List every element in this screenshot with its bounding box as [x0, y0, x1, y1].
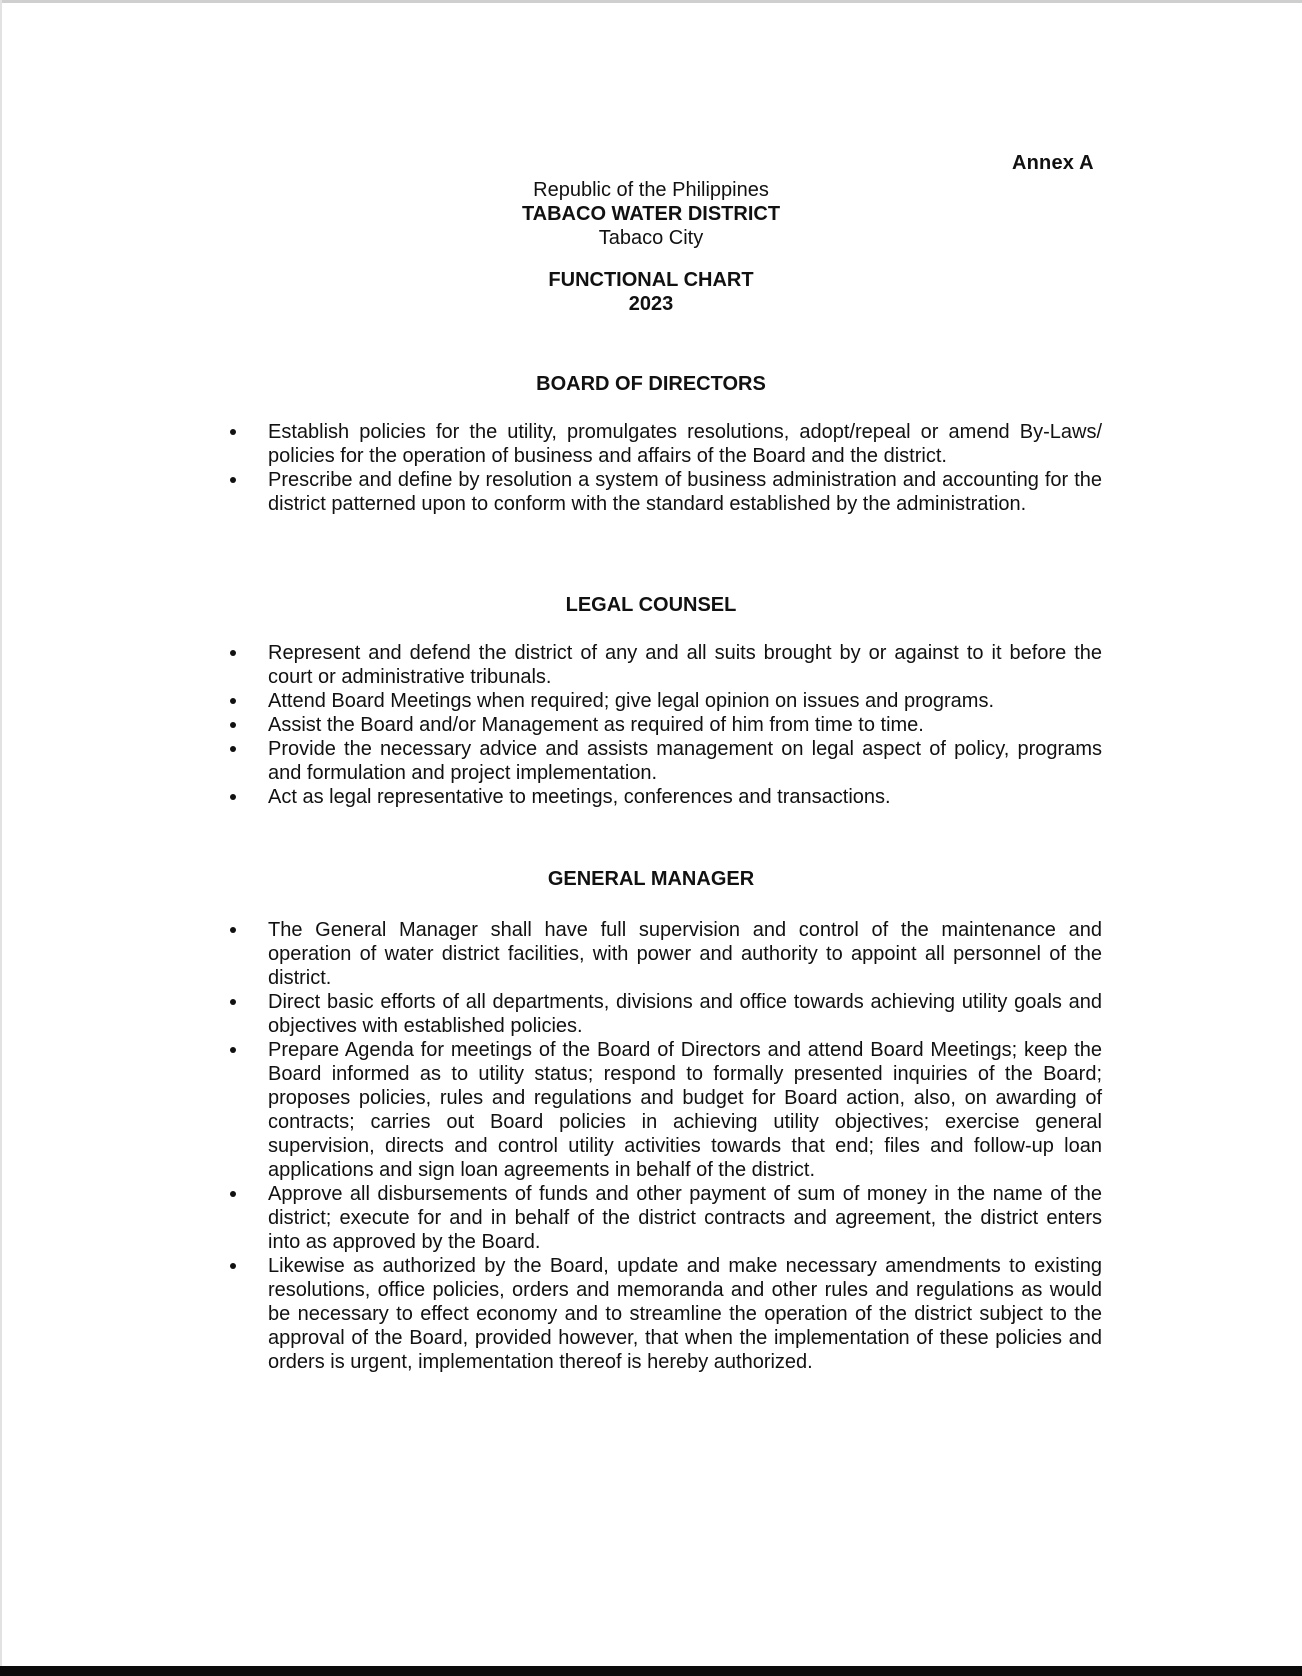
list-item: The General Manager shall have full supervision and control of the maintenance and operation of water district facilities, with power and authority to appoint all personnel of the district. — [230, 918, 1102, 990]
bullet-icon — [230, 999, 236, 1005]
list-item: Prepare Agenda for meetings of the Board of Directors and attend Board Meetings; keep the Board informed as to utility status; respond to formally presented inquiries of the Board; proposes policies, rules and regulations and budget for Board action, also, on awarding of contracts; carries out Board policies in achieving utility objectives; exercise general supervision, directs and control utility activities towards that end; files and follow-up loan applications and sign loan agreements in behalf of the district. — [230, 1038, 1102, 1182]
scan-edge-bottom — [0, 1666, 1302, 1676]
list-item: Prescribe and define by resolution a system of business administration and accounting for the district patterned upon to conform with the standard established by the administration. — [230, 468, 1102, 516]
list-item: Establish policies for the utility, promulgates resolutions, adopt/repeal or amend By-Laws/ policies for the operation of business and affairs of the Board and the district. — [230, 420, 1102, 468]
document-header — [0, 178, 1302, 316]
list-item: Provide the necessary advice and assists management on legal aspect of policy, programs and formulation and project implementation. — [230, 737, 1102, 785]
bullet-icon — [230, 1191, 236, 1197]
section-title-legal-counsel: LEGAL COUNSEL — [565, 594, 737, 616]
bullet-icon — [230, 698, 236, 704]
section-title-general-manager: GENERAL MANAGER — [547, 868, 755, 890]
board-of-directors-list — [230, 420, 1102, 516]
bullet-icon — [230, 650, 236, 656]
bullet-icon — [230, 477, 236, 483]
city-line: Tabaco City — [598, 227, 704, 249]
list-item: Act as legal representative to meetings, conferences and transactions. — [230, 785, 1102, 809]
header-gap — [0, 250, 1302, 268]
annex-label: Annex A — [1012, 152, 1094, 174]
list-item: Attend Board Meetings when required; give legal opinion on issues and programs. — [230, 689, 1102, 713]
scan-edge-top — [0, 0, 1302, 3]
list-item: Represent and defend the district of any and all suits brought by or against to it before the court or administrative tribunals. — [230, 641, 1102, 689]
district-name: TABACO WATER DISTRICT — [521, 203, 781, 225]
bullet-icon — [230, 1263, 236, 1269]
republic-line: Republic of the Philippines — [533, 179, 769, 201]
chart-year: 2023 — [628, 293, 674, 315]
legal-counsel-list — [230, 641, 1102, 809]
general-manager-list — [230, 918, 1102, 1374]
list-item: Direct basic efforts of all departments, divisions and office towards achieving utility goals and objectives with established policies. — [230, 990, 1102, 1038]
bullet-icon — [230, 1047, 236, 1053]
bullet-icon — [230, 927, 236, 933]
bullet-icon — [230, 722, 236, 728]
bullet-icon — [230, 429, 236, 435]
bullet-icon — [230, 746, 236, 752]
bullet-icon — [230, 794, 236, 800]
chart-title: FUNCTIONAL CHART — [548, 269, 754, 291]
list-item: Assist the Board and/or Management as required of him from time to time. — [230, 713, 1102, 737]
list-item: Likewise as authorized by the Board, update and make necessary amendments to existing resolutions, office policies, orders and memoranda and other rules and regulations as would be necessary to effect economy and to streamline the operation of the district subject to the approval of the Board, provided however, that when the implementation of these policies and orders is urgent, implementation thereof is hereby authorized. — [230, 1254, 1102, 1374]
list-item: Approve all disbursements of funds and other payment of sum of money in the name of the district; execute for and in behalf of the district contracts and agreement, the district enters into as approved by the Board. — [230, 1182, 1102, 1254]
section-title-board-of-directors: BOARD OF DIRECTORS — [536, 373, 766, 395]
